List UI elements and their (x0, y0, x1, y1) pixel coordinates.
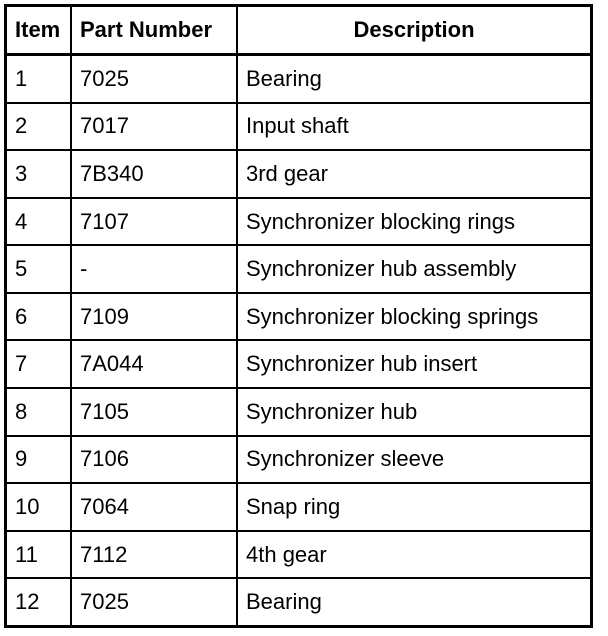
cell-description: 3rd gear (237, 150, 590, 198)
table-row (7, 55, 590, 103)
cell-description: 4th gear (237, 531, 590, 579)
cell-description: Snap ring (237, 483, 590, 531)
table-header (7, 7, 590, 55)
table-row (7, 198, 590, 246)
table-row (7, 531, 590, 579)
cell-part-number: 7A044 (71, 340, 237, 388)
table-row (7, 103, 590, 151)
cell-description: Synchronizer blocking rings (237, 198, 590, 246)
header-description: Description (237, 7, 590, 55)
cell-item: 1 (7, 55, 71, 103)
cell-description: Synchronizer hub insert (237, 340, 590, 388)
cell-item: 9 (7, 436, 71, 484)
cell-description: Synchronizer hub assembly (237, 245, 590, 293)
cell-item: 6 (7, 293, 71, 341)
cell-part-number: 7112 (71, 531, 237, 579)
cell-description: Synchronizer blocking springs (237, 293, 590, 341)
parts-table-container (4, 4, 593, 628)
cell-item: 7 (7, 340, 71, 388)
cell-part-number: 7106 (71, 436, 237, 484)
cell-part-number: 7B340 (71, 150, 237, 198)
cell-description: Bearing (237, 55, 590, 103)
cell-part-number: 7064 (71, 483, 237, 531)
table-row (7, 340, 590, 388)
cell-item: 11 (7, 531, 71, 579)
table-row (7, 388, 590, 436)
table-body (7, 55, 590, 626)
cell-item: 2 (7, 103, 71, 151)
cell-part-number: 7107 (71, 198, 237, 246)
cell-part-number: 7025 (71, 55, 237, 103)
table-row (7, 150, 590, 198)
cell-description: Input shaft (237, 103, 590, 151)
cell-item: 5 (7, 245, 71, 293)
header-part-number: Part Number (71, 7, 237, 55)
table-row (7, 293, 590, 341)
cell-item: 12 (7, 578, 71, 625)
cell-part-number: 7105 (71, 388, 237, 436)
cell-description: Synchronizer hub (237, 388, 590, 436)
cell-item: 8 (7, 388, 71, 436)
table-row (7, 436, 590, 484)
table-row (7, 578, 590, 625)
cell-description: Bearing (237, 578, 590, 625)
table-row (7, 245, 590, 293)
cell-part-number: 7017 (71, 103, 237, 151)
cell-item: 4 (7, 198, 71, 246)
cell-description: Synchronizer sleeve (237, 436, 590, 484)
cell-part-number: - (71, 245, 237, 293)
cell-item: 10 (7, 483, 71, 531)
header-row (7, 7, 590, 55)
parts-table (7, 7, 590, 625)
cell-item: 3 (7, 150, 71, 198)
table-row (7, 483, 590, 531)
cell-part-number: 7109 (71, 293, 237, 341)
header-item: Item (7, 7, 71, 55)
cell-part-number: 7025 (71, 578, 237, 625)
